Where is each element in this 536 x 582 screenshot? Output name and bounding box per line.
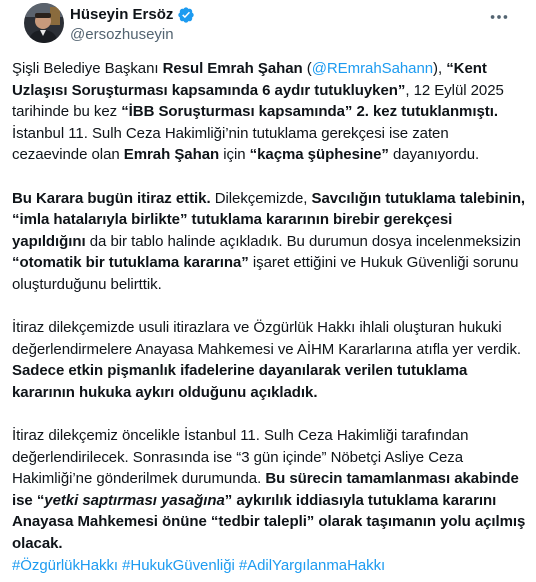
bold-text: Resul Emrah Şahan [162, 60, 303, 77]
bold-text: Bu Karara bugün itiraz ettik. [12, 189, 211, 207]
bold-text: “İBB Soruşturması kapsamında” 2. kez tutuklanmıştı. [121, 103, 498, 121]
bold-text: “otomatik bir tutuklama kararına” [12, 254, 249, 272]
plain-text: ), [433, 60, 447, 77]
plain-text: ( [302, 60, 312, 77]
plain-text: da bir tablo halinde açıkladık. Bu durumun dosya incelenmeksizin [85, 232, 521, 250]
plain-text: Dilekçemizde, [210, 189, 312, 207]
tweet-paragraph [12, 58, 526, 166]
tweet-paragraph [12, 317, 526, 403]
hashtags[interactable]: #ÖzgürlükHakkı #HukukGüvenliği #AdilYargılanmaHakkı [12, 556, 386, 574]
avatar-image [24, 3, 64, 43]
italic-bold-text: yetki saptırması yasağına [44, 491, 225, 509]
bold-text: Emrah Şahan [123, 146, 220, 164]
tweet-paragraph [12, 425, 526, 555]
plain-text: İtiraz dilekçemizde usuli itirazlara ve Özgürlük Hakkı ihlali oluşturan hukuki değerlendirmelere Anayasa Mahkemesi ve AİHM Kararlarına atıfla yer verdik. [12, 319, 522, 358]
plain-text: İtiraz dilekçemiz öncelikle İstanbul 11. Sulh Ceza Hakimliği tarafından değerlendirilecek. Sonrasında ise “3 gün içinde” Nöbetçi Asliye Ceza Hakimliği’ne gönderilmek durumunda. [12, 427, 469, 488]
plain-text: İstanbul 11. Sulh Ceza Hakimliği’nin tutuklama gerekçesi ise zaten cezaevinde olan [12, 124, 449, 164]
plain-text: için [219, 146, 250, 164]
bold-text: ” aykırılık iddiasıyla tutuklama kararını Anayasa Mahkemesi önüne “tedbir talepli” olarak taşımanın yolu açılmış olacak. [12, 491, 526, 553]
verified-badge-icon [177, 6, 195, 24]
tweet-header [12, 0, 524, 50]
bold-text: “Kent Uzlaşısı Soruşturması kapsamında 6 aydır tutukluyken” [12, 60, 487, 99]
bold-text: Bu sürecin tamamlanması akabinde ise “ [12, 470, 519, 509]
plain-text: dayanıyordu. [388, 146, 480, 164]
plain-text: işaret ettiğini ve Hukuk Güvenliği sorunu oluşturduğunu belirttik. [12, 254, 519, 293]
mention-link[interactable]: @REmrahSahann [311, 60, 434, 77]
bold-text: “kaçma şüphesine” [249, 146, 389, 164]
tweet-text [12, 58, 526, 576]
bold-text: Sadece etkin pişmanlık ifadelerine dayanılarak verilen tutuklama kararının hukuka aykırı olduğunu açıkladık. [12, 362, 468, 401]
more-dots-icon[interactable] [488, 6, 510, 28]
tweet-paragraph [12, 188, 526, 296]
author-display-name[interactable]: Hüseyin Ersöz [70, 6, 174, 23]
author-handle[interactable]: @ersozhuseyin [70, 26, 174, 43]
bold-text: Savcılığın tutuklama talebinin, “imla hatalarıyla birlikte” tutuklama kararının birebir gerekçesi yapıldığını [12, 189, 526, 250]
author-names [70, 5, 195, 45]
plain-text: , 12 Eylül 2025 tarihinde bu kez [12, 81, 504, 121]
plain-text: Şişli Belediye Başkanı [12, 60, 163, 77]
avatar[interactable] [24, 3, 64, 43]
